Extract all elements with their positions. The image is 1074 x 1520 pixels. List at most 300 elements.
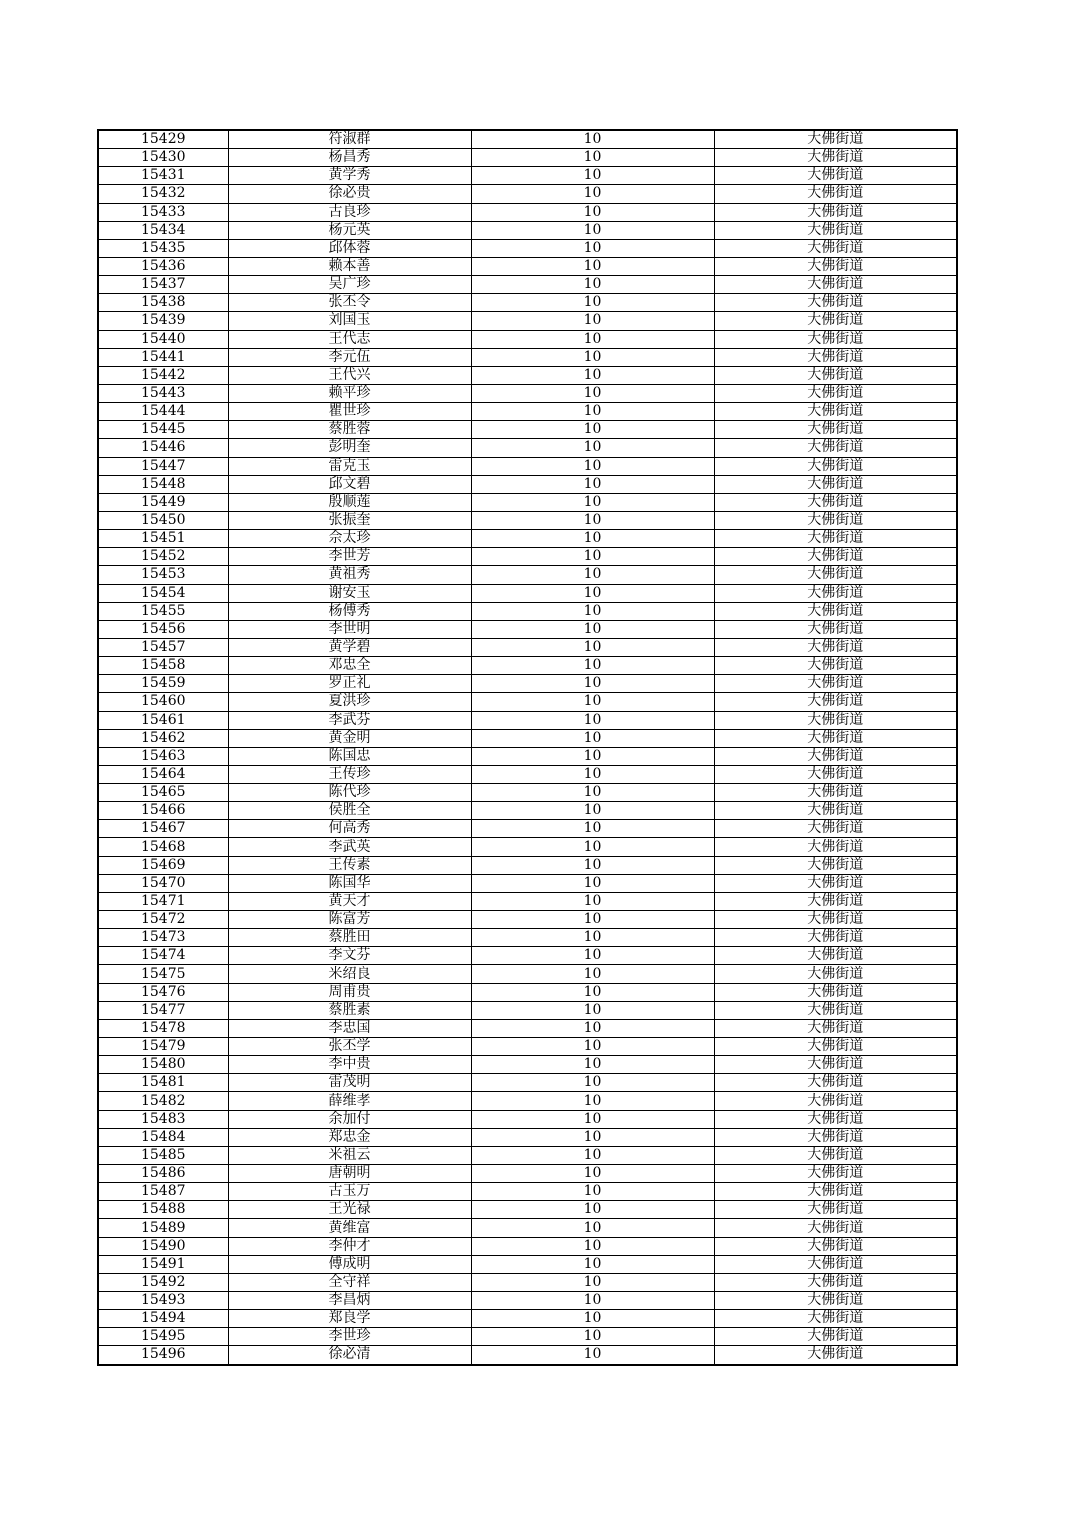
table-row	[98, 185, 957, 203]
cell-street: 大佛街道	[714, 1146, 957, 1164]
table-row	[98, 548, 957, 566]
cell-street: 大佛街道	[714, 584, 957, 602]
cell-id: 15447	[98, 457, 228, 475]
cell-id: 15467	[98, 820, 228, 838]
cell-name: 邱文碧	[228, 475, 471, 493]
cell-id: 15441	[98, 348, 228, 366]
cell-id: 15468	[98, 838, 228, 856]
table-row	[98, 221, 957, 239]
cell-name: 李武芬	[228, 711, 471, 729]
table-row	[98, 856, 957, 874]
cell-amount: 10	[471, 983, 714, 1001]
cell-id: 15491	[98, 1255, 228, 1273]
table-row	[98, 892, 957, 910]
cell-amount: 10	[471, 947, 714, 965]
cell-street: 大佛街道	[714, 167, 957, 185]
cell-street: 大佛街道	[714, 929, 957, 947]
cell-street: 大佛街道	[714, 530, 957, 548]
cell-street: 大佛街道	[714, 330, 957, 348]
cell-name: 陈代珍	[228, 784, 471, 802]
cell-id: 15484	[98, 1128, 228, 1146]
cell-amount: 10	[471, 130, 714, 149]
cell-name: 侯胜全	[228, 802, 471, 820]
cell-name: 李仲才	[228, 1237, 471, 1255]
data-table	[97, 129, 958, 1366]
cell-id: 15460	[98, 693, 228, 711]
cell-name: 郑良学	[228, 1310, 471, 1328]
cell-id: 15453	[98, 566, 228, 584]
table-row	[98, 239, 957, 257]
cell-name: 刘国玉	[228, 312, 471, 330]
cell-name: 唐朝明	[228, 1165, 471, 1183]
cell-id: 15476	[98, 983, 228, 1001]
cell-amount: 10	[471, 1237, 714, 1255]
table-row	[98, 1019, 957, 1037]
cell-name: 邓忠全	[228, 657, 471, 675]
cell-amount: 10	[471, 475, 714, 493]
cell-id: 15464	[98, 765, 228, 783]
table-row	[98, 765, 957, 783]
cell-street: 大佛街道	[714, 1165, 957, 1183]
cell-street: 大佛街道	[714, 130, 957, 149]
table-row	[98, 983, 957, 1001]
cell-id: 15463	[98, 747, 228, 765]
cell-amount: 10	[471, 911, 714, 929]
cell-street: 大佛街道	[714, 403, 957, 421]
table-row	[98, 1128, 957, 1146]
table-row	[98, 312, 957, 330]
cell-name: 何高秀	[228, 820, 471, 838]
table-row	[98, 1346, 957, 1365]
cell-id: 15481	[98, 1074, 228, 1092]
table-row	[98, 1001, 957, 1019]
cell-street: 大佛街道	[714, 185, 957, 203]
cell-id: 15477	[98, 1001, 228, 1019]
cell-id: 15494	[98, 1310, 228, 1328]
cell-street: 大佛街道	[714, 693, 957, 711]
cell-amount: 10	[471, 711, 714, 729]
cell-street: 大佛街道	[714, 911, 957, 929]
cell-name: 赖平珍	[228, 384, 471, 402]
cell-name: 米祖云	[228, 1146, 471, 1164]
cell-id: 15495	[98, 1328, 228, 1346]
table-row	[98, 1201, 957, 1219]
cell-id: 15488	[98, 1201, 228, 1219]
cell-name: 罗正礼	[228, 675, 471, 693]
cell-amount: 10	[471, 439, 714, 457]
cell-amount: 10	[471, 1001, 714, 1019]
cell-id: 15458	[98, 657, 228, 675]
cell-street: 大佛街道	[714, 1328, 957, 1346]
cell-name: 蔡胜素	[228, 1001, 471, 1019]
cell-amount: 10	[471, 1273, 714, 1291]
cell-name: 古玉万	[228, 1183, 471, 1201]
cell-name: 符淑群	[228, 130, 471, 149]
cell-street: 大佛街道	[714, 947, 957, 965]
table-row	[98, 838, 957, 856]
cell-id: 15469	[98, 856, 228, 874]
cell-name: 李中贵	[228, 1056, 471, 1074]
table-row	[98, 1092, 957, 1110]
table-row	[98, 1165, 957, 1183]
cell-name: 黄祖秀	[228, 566, 471, 584]
cell-amount: 10	[471, 602, 714, 620]
cell-amount: 10	[471, 747, 714, 765]
cell-street: 大佛街道	[714, 802, 957, 820]
cell-id: 15471	[98, 892, 228, 910]
cell-amount: 10	[471, 403, 714, 421]
cell-amount: 10	[471, 421, 714, 439]
cell-amount: 10	[471, 1346, 714, 1365]
cell-name: 李世珍	[228, 1328, 471, 1346]
cell-name: 吴广珍	[228, 276, 471, 294]
table-row	[98, 130, 957, 149]
cell-amount: 10	[471, 784, 714, 802]
cell-name: 杨元英	[228, 221, 471, 239]
cell-amount: 10	[471, 366, 714, 384]
cell-id: 15439	[98, 312, 228, 330]
cell-street: 大佛街道	[714, 638, 957, 656]
cell-name: 张丕令	[228, 294, 471, 312]
cell-id: 15474	[98, 947, 228, 965]
cell-street: 大佛街道	[714, 421, 957, 439]
cell-amount: 10	[471, 294, 714, 312]
cell-name: 米绍良	[228, 965, 471, 983]
cell-id: 15443	[98, 384, 228, 402]
cell-street: 大佛街道	[714, 1092, 957, 1110]
cell-street: 大佛街道	[714, 620, 957, 638]
cell-street: 大佛街道	[714, 312, 957, 330]
cell-street: 大佛街道	[714, 203, 957, 221]
cell-amount: 10	[471, 620, 714, 638]
cell-amount: 10	[471, 638, 714, 656]
cell-name: 殷顺莲	[228, 493, 471, 511]
cell-street: 大佛街道	[714, 1056, 957, 1074]
cell-id: 15445	[98, 421, 228, 439]
table-row	[98, 566, 957, 584]
cell-id: 15478	[98, 1019, 228, 1037]
cell-amount: 10	[471, 185, 714, 203]
cell-amount: 10	[471, 584, 714, 602]
cell-name: 李世芳	[228, 548, 471, 566]
table-row	[98, 421, 957, 439]
cell-street: 大佛街道	[714, 892, 957, 910]
table-row	[98, 1237, 957, 1255]
cell-street: 大佛街道	[714, 729, 957, 747]
cell-street: 大佛街道	[714, 348, 957, 366]
cell-street: 大佛街道	[714, 1038, 957, 1056]
table-row	[98, 203, 957, 221]
cell-amount: 10	[471, 1328, 714, 1346]
cell-id: 15451	[98, 530, 228, 548]
cell-street: 大佛街道	[714, 1074, 957, 1092]
table-row	[98, 1310, 957, 1328]
cell-street: 大佛街道	[714, 1001, 957, 1019]
table-row	[98, 693, 957, 711]
cell-street: 大佛街道	[714, 475, 957, 493]
table-row	[98, 711, 957, 729]
table-row	[98, 257, 957, 275]
cell-name: 邱体蓉	[228, 239, 471, 257]
cell-amount: 10	[471, 530, 714, 548]
cell-id: 15466	[98, 802, 228, 820]
cell-amount: 10	[471, 203, 714, 221]
cell-id: 15435	[98, 239, 228, 257]
cell-name: 古良珍	[228, 203, 471, 221]
cell-amount: 10	[471, 856, 714, 874]
cell-name: 王代兴	[228, 366, 471, 384]
table-body	[98, 130, 957, 1365]
cell-street: 大佛街道	[714, 838, 957, 856]
cell-id: 15442	[98, 366, 228, 384]
cell-name: 陈国忠	[228, 747, 471, 765]
cell-name: 李文芬	[228, 947, 471, 965]
cell-amount: 10	[471, 548, 714, 566]
table-row	[98, 366, 957, 384]
cell-amount: 10	[471, 1201, 714, 1219]
table-row	[98, 1074, 957, 1092]
cell-street: 大佛街道	[714, 657, 957, 675]
table-row	[98, 911, 957, 929]
cell-id: 15470	[98, 874, 228, 892]
table-row	[98, 1038, 957, 1056]
cell-id: 15482	[98, 1092, 228, 1110]
table-row	[98, 1056, 957, 1074]
cell-id: 15480	[98, 1056, 228, 1074]
cell-id: 15465	[98, 784, 228, 802]
cell-street: 大佛街道	[714, 384, 957, 402]
cell-amount: 10	[471, 511, 714, 529]
cell-street: 大佛街道	[714, 1110, 957, 1128]
cell-name: 傅成明	[228, 1255, 471, 1273]
table-row	[98, 602, 957, 620]
table-row	[98, 638, 957, 656]
cell-amount: 10	[471, 239, 714, 257]
table-row	[98, 947, 957, 965]
cell-amount: 10	[471, 838, 714, 856]
cell-amount: 10	[471, 1056, 714, 1074]
cell-street: 大佛街道	[714, 965, 957, 983]
cell-amount: 10	[471, 1019, 714, 1037]
cell-amount: 10	[471, 348, 714, 366]
cell-id: 15483	[98, 1110, 228, 1128]
cell-amount: 10	[471, 1310, 714, 1328]
cell-amount: 10	[471, 675, 714, 693]
cell-id: 15454	[98, 584, 228, 602]
cell-id: 15429	[98, 130, 228, 149]
cell-street: 大佛街道	[714, 511, 957, 529]
cell-amount: 10	[471, 1292, 714, 1310]
cell-name: 李元伍	[228, 348, 471, 366]
cell-name: 李忠国	[228, 1019, 471, 1037]
table-row	[98, 1110, 957, 1128]
table-row	[98, 820, 957, 838]
table-row	[98, 1255, 957, 1273]
cell-id: 15485	[98, 1146, 228, 1164]
cell-id: 15455	[98, 602, 228, 620]
cell-name: 余加付	[228, 1110, 471, 1128]
cell-amount: 10	[471, 1128, 714, 1146]
table-row	[98, 675, 957, 693]
cell-id: 15473	[98, 929, 228, 947]
cell-id: 15479	[98, 1038, 228, 1056]
cell-street: 大佛街道	[714, 1273, 957, 1291]
cell-name: 杨昌秀	[228, 149, 471, 167]
cell-amount: 10	[471, 1255, 714, 1273]
cell-id: 15487	[98, 1183, 228, 1201]
table-row	[98, 1328, 957, 1346]
cell-name: 李昌炳	[228, 1292, 471, 1310]
cell-amount: 10	[471, 1038, 714, 1056]
cell-street: 大佛街道	[714, 983, 957, 1001]
cell-id: 15437	[98, 276, 228, 294]
cell-amount: 10	[471, 820, 714, 838]
cell-street: 大佛街道	[714, 1183, 957, 1201]
cell-name: 瞿世珍	[228, 403, 471, 421]
cell-street: 大佛街道	[714, 1219, 957, 1237]
table-row	[98, 493, 957, 511]
cell-amount: 10	[471, 802, 714, 820]
cell-id: 15452	[98, 548, 228, 566]
cell-amount: 10	[471, 1183, 714, 1201]
table-row	[98, 1273, 957, 1291]
table-row	[98, 965, 957, 983]
cell-name: 薛维孝	[228, 1092, 471, 1110]
cell-name: 彭明奎	[228, 439, 471, 457]
cell-street: 大佛街道	[714, 1346, 957, 1365]
cell-amount: 10	[471, 149, 714, 167]
cell-id: 15434	[98, 221, 228, 239]
cell-id: 15432	[98, 185, 228, 203]
cell-street: 大佛街道	[714, 602, 957, 620]
table-row	[98, 929, 957, 947]
cell-id: 15431	[98, 167, 228, 185]
cell-street: 大佛街道	[714, 1019, 957, 1037]
table-row	[98, 1292, 957, 1310]
cell-name: 雷克玉	[228, 457, 471, 475]
cell-name: 陈富芳	[228, 911, 471, 929]
cell-street: 大佛街道	[714, 820, 957, 838]
cell-name: 王光禄	[228, 1201, 471, 1219]
cell-name: 黄天才	[228, 892, 471, 910]
table-row	[98, 1146, 957, 1164]
cell-id: 15461	[98, 711, 228, 729]
table-row	[98, 1219, 957, 1237]
cell-street: 大佛街道	[714, 711, 957, 729]
cell-id: 15440	[98, 330, 228, 348]
cell-street: 大佛街道	[714, 675, 957, 693]
cell-street: 大佛街道	[714, 1255, 957, 1273]
cell-amount: 10	[471, 276, 714, 294]
cell-id: 15462	[98, 729, 228, 747]
cell-id: 15438	[98, 294, 228, 312]
cell-street: 大佛街道	[714, 765, 957, 783]
cell-id: 15459	[98, 675, 228, 693]
cell-id: 15490	[98, 1237, 228, 1255]
cell-street: 大佛街道	[714, 149, 957, 167]
table-row	[98, 874, 957, 892]
cell-amount: 10	[471, 566, 714, 584]
cell-street: 大佛街道	[714, 784, 957, 802]
cell-name: 黄维富	[228, 1219, 471, 1237]
table-row	[98, 149, 957, 167]
cell-name: 王传珍	[228, 765, 471, 783]
table-row	[98, 475, 957, 493]
cell-street: 大佛街道	[714, 1237, 957, 1255]
cell-street: 大佛街道	[714, 457, 957, 475]
cell-street: 大佛街道	[714, 239, 957, 257]
cell-street: 大佛街道	[714, 874, 957, 892]
cell-amount: 10	[471, 312, 714, 330]
cell-name: 蔡胜蓉	[228, 421, 471, 439]
cell-name: 夏洪珍	[228, 693, 471, 711]
cell-name: 张丕学	[228, 1038, 471, 1056]
table-row	[98, 620, 957, 638]
cell-street: 大佛街道	[714, 1310, 957, 1328]
cell-amount: 10	[471, 457, 714, 475]
cell-id: 15433	[98, 203, 228, 221]
cell-amount: 10	[471, 693, 714, 711]
cell-name: 谢安玉	[228, 584, 471, 602]
cell-street: 大佛街道	[714, 747, 957, 765]
cell-id: 15448	[98, 475, 228, 493]
table-row	[98, 657, 957, 675]
cell-name: 周甫贵	[228, 983, 471, 1001]
table-row	[98, 457, 957, 475]
cell-amount: 10	[471, 257, 714, 275]
cell-id: 15489	[98, 1219, 228, 1237]
cell-street: 大佛街道	[714, 856, 957, 874]
table-row	[98, 330, 957, 348]
cell-amount: 10	[471, 1219, 714, 1237]
cell-id: 15449	[98, 493, 228, 511]
table-row	[98, 729, 957, 747]
table-row	[98, 1183, 957, 1201]
cell-amount: 10	[471, 929, 714, 947]
cell-amount: 10	[471, 965, 714, 983]
table-row	[98, 511, 957, 529]
cell-amount: 10	[471, 1074, 714, 1092]
table-row	[98, 276, 957, 294]
cell-amount: 10	[471, 1146, 714, 1164]
cell-amount: 10	[471, 330, 714, 348]
cell-id: 15493	[98, 1292, 228, 1310]
cell-name: 郑忠金	[228, 1128, 471, 1146]
cell-id: 15472	[98, 911, 228, 929]
table-row	[98, 167, 957, 185]
cell-name: 李世明	[228, 620, 471, 638]
cell-amount: 10	[471, 729, 714, 747]
cell-street: 大佛街道	[714, 294, 957, 312]
cell-name: 徐必清	[228, 1346, 471, 1365]
cell-name: 黄学秀	[228, 167, 471, 185]
cell-name: 黄金明	[228, 729, 471, 747]
cell-street: 大佛街道	[714, 493, 957, 511]
cell-street: 大佛街道	[714, 1201, 957, 1219]
cell-amount: 10	[471, 765, 714, 783]
cell-id: 15450	[98, 511, 228, 529]
cell-id: 15436	[98, 257, 228, 275]
cell-name: 张振奎	[228, 511, 471, 529]
cell-amount: 10	[471, 874, 714, 892]
cell-amount: 10	[471, 384, 714, 402]
cell-amount: 10	[471, 1165, 714, 1183]
table-row	[98, 439, 957, 457]
cell-name: 杨傅秀	[228, 602, 471, 620]
table-row	[98, 403, 957, 421]
cell-name: 赖本善	[228, 257, 471, 275]
cell-id: 15457	[98, 638, 228, 656]
